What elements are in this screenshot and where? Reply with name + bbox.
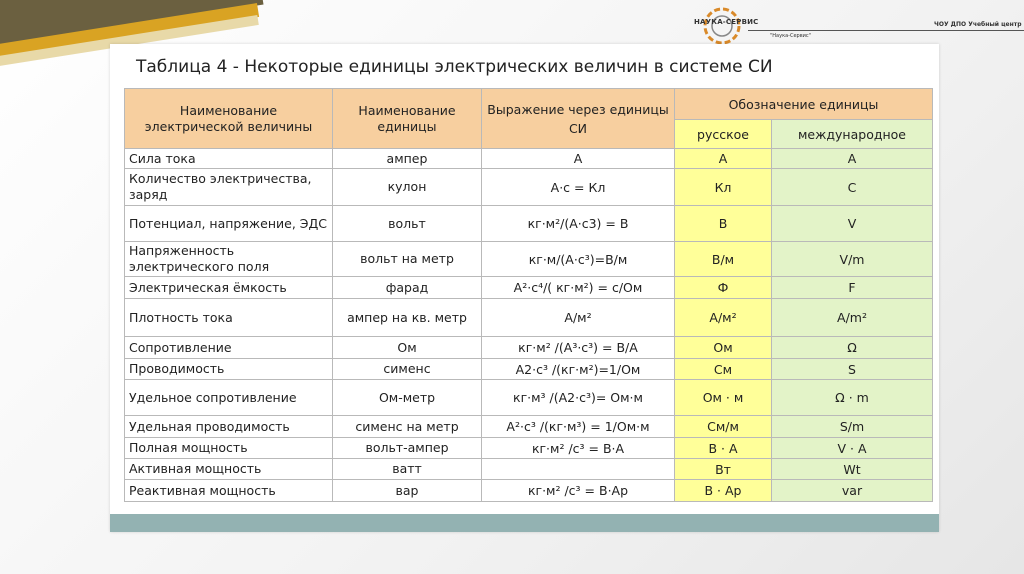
- cell-international-symbol: V/m: [772, 242, 933, 277]
- cell-expression: кг·м² /с³ = В·А: [482, 438, 675, 459]
- cell-unit-name: сименс: [333, 359, 482, 380]
- cell-international-symbol: V · A: [772, 438, 933, 459]
- cell-international-symbol: Ω · m: [772, 380, 933, 416]
- cell-unit-name: Ом-метр: [333, 380, 482, 416]
- cell-unit-name: ампер на кв. метр: [333, 299, 482, 337]
- cell-russian-symbol: В: [675, 206, 772, 242]
- cell-quantity: Полная мощность: [125, 438, 333, 459]
- cell-international-symbol: A/m²: [772, 299, 933, 337]
- cell-russian-symbol: В · Ар: [675, 480, 772, 502]
- cell-quantity: Сила тока: [125, 149, 333, 169]
- cell-quantity: Потенциал, напряжение, ЭДС: [125, 206, 333, 242]
- cell-quantity: Проводимость: [125, 359, 333, 380]
- cell-international-symbol: V: [772, 206, 933, 242]
- cell-unit-name: вольт на метр: [333, 242, 482, 277]
- cell-russian-symbol: Ом: [675, 337, 772, 359]
- cell-quantity: Напряженность электрического поля: [125, 242, 333, 277]
- cell-quantity: Удельная проводимость: [125, 416, 333, 438]
- cell-russian-symbol: Ф: [675, 277, 772, 299]
- org-subtitle: "Наука-Сервис": [770, 33, 811, 39]
- units-table: [124, 88, 933, 502]
- cell-international-symbol: var: [772, 480, 933, 502]
- header-quantity: Наименование электрической величины: [125, 89, 333, 149]
- cell-international-symbol: Wt: [772, 459, 933, 480]
- cell-unit-name: вольт: [333, 206, 482, 242]
- cell-quantity: Плотность тока: [125, 299, 333, 337]
- cell-expression: [482, 459, 675, 480]
- company-logo-icon: [696, 6, 748, 46]
- cell-unit-name: кулон: [333, 169, 482, 206]
- table-row: [125, 277, 933, 299]
- cell-russian-symbol: См: [675, 359, 772, 380]
- cell-expression: кг·м² /(А³·с³) = В/А: [482, 337, 675, 359]
- cell-unit-name: ампер: [333, 149, 482, 169]
- panel-bottom-bar: [110, 514, 939, 532]
- cell-expression: А·с = Кл: [482, 169, 675, 206]
- cell-international-symbol: A: [772, 149, 933, 169]
- cell-international-symbol: S/m: [772, 416, 933, 438]
- cell-unit-name: фарад: [333, 277, 482, 299]
- cell-quantity: Активная мощность: [125, 459, 333, 480]
- cell-expression: А²·с³ /(кг·м³) = 1/Ом·м: [482, 416, 675, 438]
- cell-international-symbol: C: [772, 169, 933, 206]
- cell-expression: А/м²: [482, 299, 675, 337]
- header-designation: Обозначение единицы: [675, 89, 933, 120]
- cell-russian-symbol: А: [675, 149, 772, 169]
- cell-russian-symbol: Кл: [675, 169, 772, 206]
- cell-russian-symbol: В/м: [675, 242, 772, 277]
- cell-unit-name: вольт-ампер: [333, 438, 482, 459]
- cell-russian-symbol: В · А: [675, 438, 772, 459]
- cell-expression: А2·с³ /(кг·м²)=1/Ом: [482, 359, 675, 380]
- table-row: [125, 337, 933, 359]
- cell-quantity: Количество электричества, заряд: [125, 169, 333, 206]
- cell-international-symbol: S: [772, 359, 933, 380]
- cell-international-symbol: Ω: [772, 337, 933, 359]
- cell-quantity: Электрическая ёмкость: [125, 277, 333, 299]
- header-international: международное: [772, 120, 933, 149]
- cell-quantity: Реактивная мощность: [125, 480, 333, 502]
- cell-expression: кг·м/(А·с³)=В/м: [482, 242, 675, 277]
- cell-russian-symbol: Вт: [675, 459, 772, 480]
- cell-russian-symbol: См/м: [675, 416, 772, 438]
- cell-unit-name: сименс на метр: [333, 416, 482, 438]
- table-row: [125, 380, 933, 416]
- table-row: [125, 359, 933, 380]
- table-row: [125, 242, 933, 277]
- cell-expression: А²·с⁴/( кг·м²) = с/Ом: [482, 277, 675, 299]
- table-row: [125, 416, 933, 438]
- header-expression: Выражение через единицы СИ: [482, 89, 675, 149]
- cell-international-symbol: F: [772, 277, 933, 299]
- table-row: [125, 149, 933, 169]
- logo-text: НАУКА-СЕРВИС: [694, 18, 759, 26]
- cell-expression: кг·м³ /(А2·с³)= Ом·м: [482, 380, 675, 416]
- table-body: [125, 149, 933, 502]
- cell-expression: кг·м² /с³ = В·Ар: [482, 480, 675, 502]
- table-title: Таблица 4 - Некоторые единицы электрических величин в системе СИ: [136, 57, 773, 77]
- cell-russian-symbol: Ом · м: [675, 380, 772, 416]
- table-row: [125, 206, 933, 242]
- table-row: [125, 169, 933, 206]
- table-row: [125, 459, 933, 480]
- header-russian: русское: [675, 120, 772, 149]
- cell-unit-name: ватт: [333, 459, 482, 480]
- cell-expression: кг·м²/(А·с3) = В: [482, 206, 675, 242]
- cell-quantity: Сопротивление: [125, 337, 333, 359]
- table-row: [125, 480, 933, 502]
- table-row: [125, 438, 933, 459]
- cell-quantity: Удельное сопротивление: [125, 380, 333, 416]
- cell-unit-name: Ом: [333, 337, 482, 359]
- cell-expression: А: [482, 149, 675, 169]
- org-name: ЧОУ ДПО Учебный центр: [934, 21, 1022, 28]
- cell-unit-name: вар: [333, 480, 482, 502]
- header-divider: [748, 30, 1024, 31]
- table-row: [125, 299, 933, 337]
- header-unit-name: Наименование единицы: [333, 89, 482, 149]
- cell-russian-symbol: А/м²: [675, 299, 772, 337]
